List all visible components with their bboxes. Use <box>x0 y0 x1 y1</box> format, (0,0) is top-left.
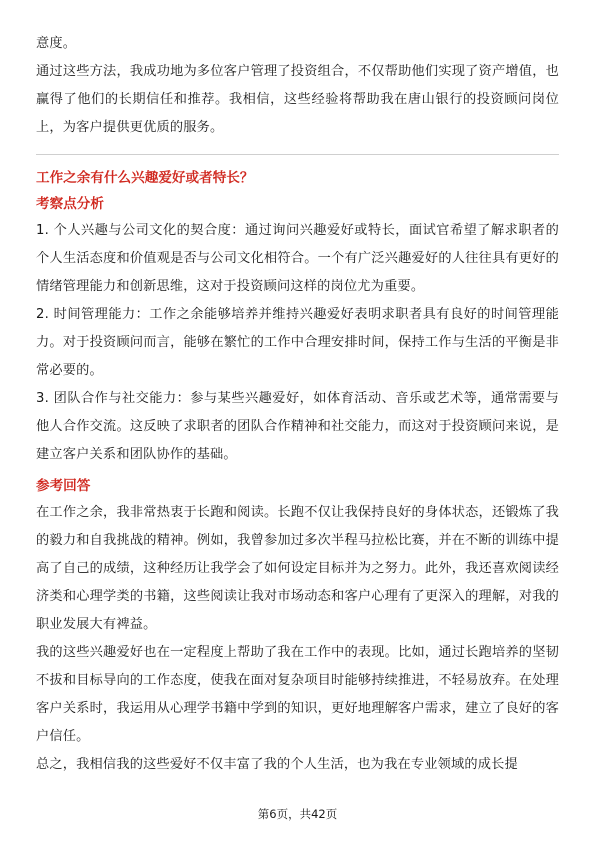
answer-paragraph-3: 总之，我相信我的这些爱好不仅丰富了我的个人生活，也为我在专业领域的成长提 <box>36 757 518 772</box>
page-number: 第6页，共42页 <box>257 807 338 821</box>
answer-paragraph-1: 在工作之余，我非常热衷于长跑和阅读。长跑不仅让我保持良好的身体状态，还锻炼了我的毅力和自我挑战的精神。例如，我曾参加过多次半程马拉松比赛，并在不断的训练中提高了自己的成绩，这种经历让我学会了如何设定目标并为之努力。此外，我还喜欢阅读经济类和心理学类的书籍，这些阅读让我对市场动态和客户心理有了更深入的理解，对我的职业发展大有裨益。 <box>36 505 559 632</box>
section-divider <box>36 154 559 155</box>
analysis-point-2: 2. 时间管理能力：工作之余能够培养并维持兴趣爱好表明求职者具有良好的时间管理能力。对于投资顾问而言，能够在繁忙的工作中合理安排时间，保持工作与生活的平衡是非常必要的。 <box>36 307 559 378</box>
answer-paragraph-2: 我的这些兴趣爱好也在一定程度上帮助了我在工作中的表现。比如，通过长跑培养的坚韧不拔和目标导向的工作态度，使我在面对复杂项目时能够持续推进，不轻易放弃。在处理客户关系时，我运用从心理学书籍中学到的知识，更好地理解客户需求，建立了良好的客户信任。 <box>36 645 559 744</box>
question-title: 工作之余有什么兴趣爱好或者特长？ <box>36 170 254 186</box>
answer-heading: 参考回答 <box>36 478 91 494</box>
analysis-heading: 考察点分析 <box>36 196 104 212</box>
intro-paragraph-2: 通过这些方法，我成功地为多位客户管理了投资组合，不仅帮助他们实现了资产增值，也赢得了他们的长期信任和推荐。我相信，这些经验将帮助我在唐山银行的投资顾问岗位上，为客户提供更优质的服务。 <box>36 64 559 135</box>
analysis-point-3: 3. 团队合作与社交能力：参与某些兴趣爱好，如体育活动、音乐或艺术等，通常需要与他人合作交流。这反映了求职者的团队合作精神和社交能力，而这对于投资顾问来说，是建立客户关系和团队协作的基础。 <box>36 391 559 462</box>
intro-paragraph-1: 意度。 <box>36 36 77 51</box>
analysis-point-1: 1. 个人兴趣与公司文化的契合度：通过询问兴趣爱好或特长，面试官希望了解求职者的个人生活态度和价值观是否与公司文化相符合。一个有广泛兴趣爱好的人往往具有更好的情绪管理能力和创新思维，这对于投资顾问这样的岗位尤为重要。 <box>36 223 559 294</box>
document-page <box>36 30 559 779</box>
